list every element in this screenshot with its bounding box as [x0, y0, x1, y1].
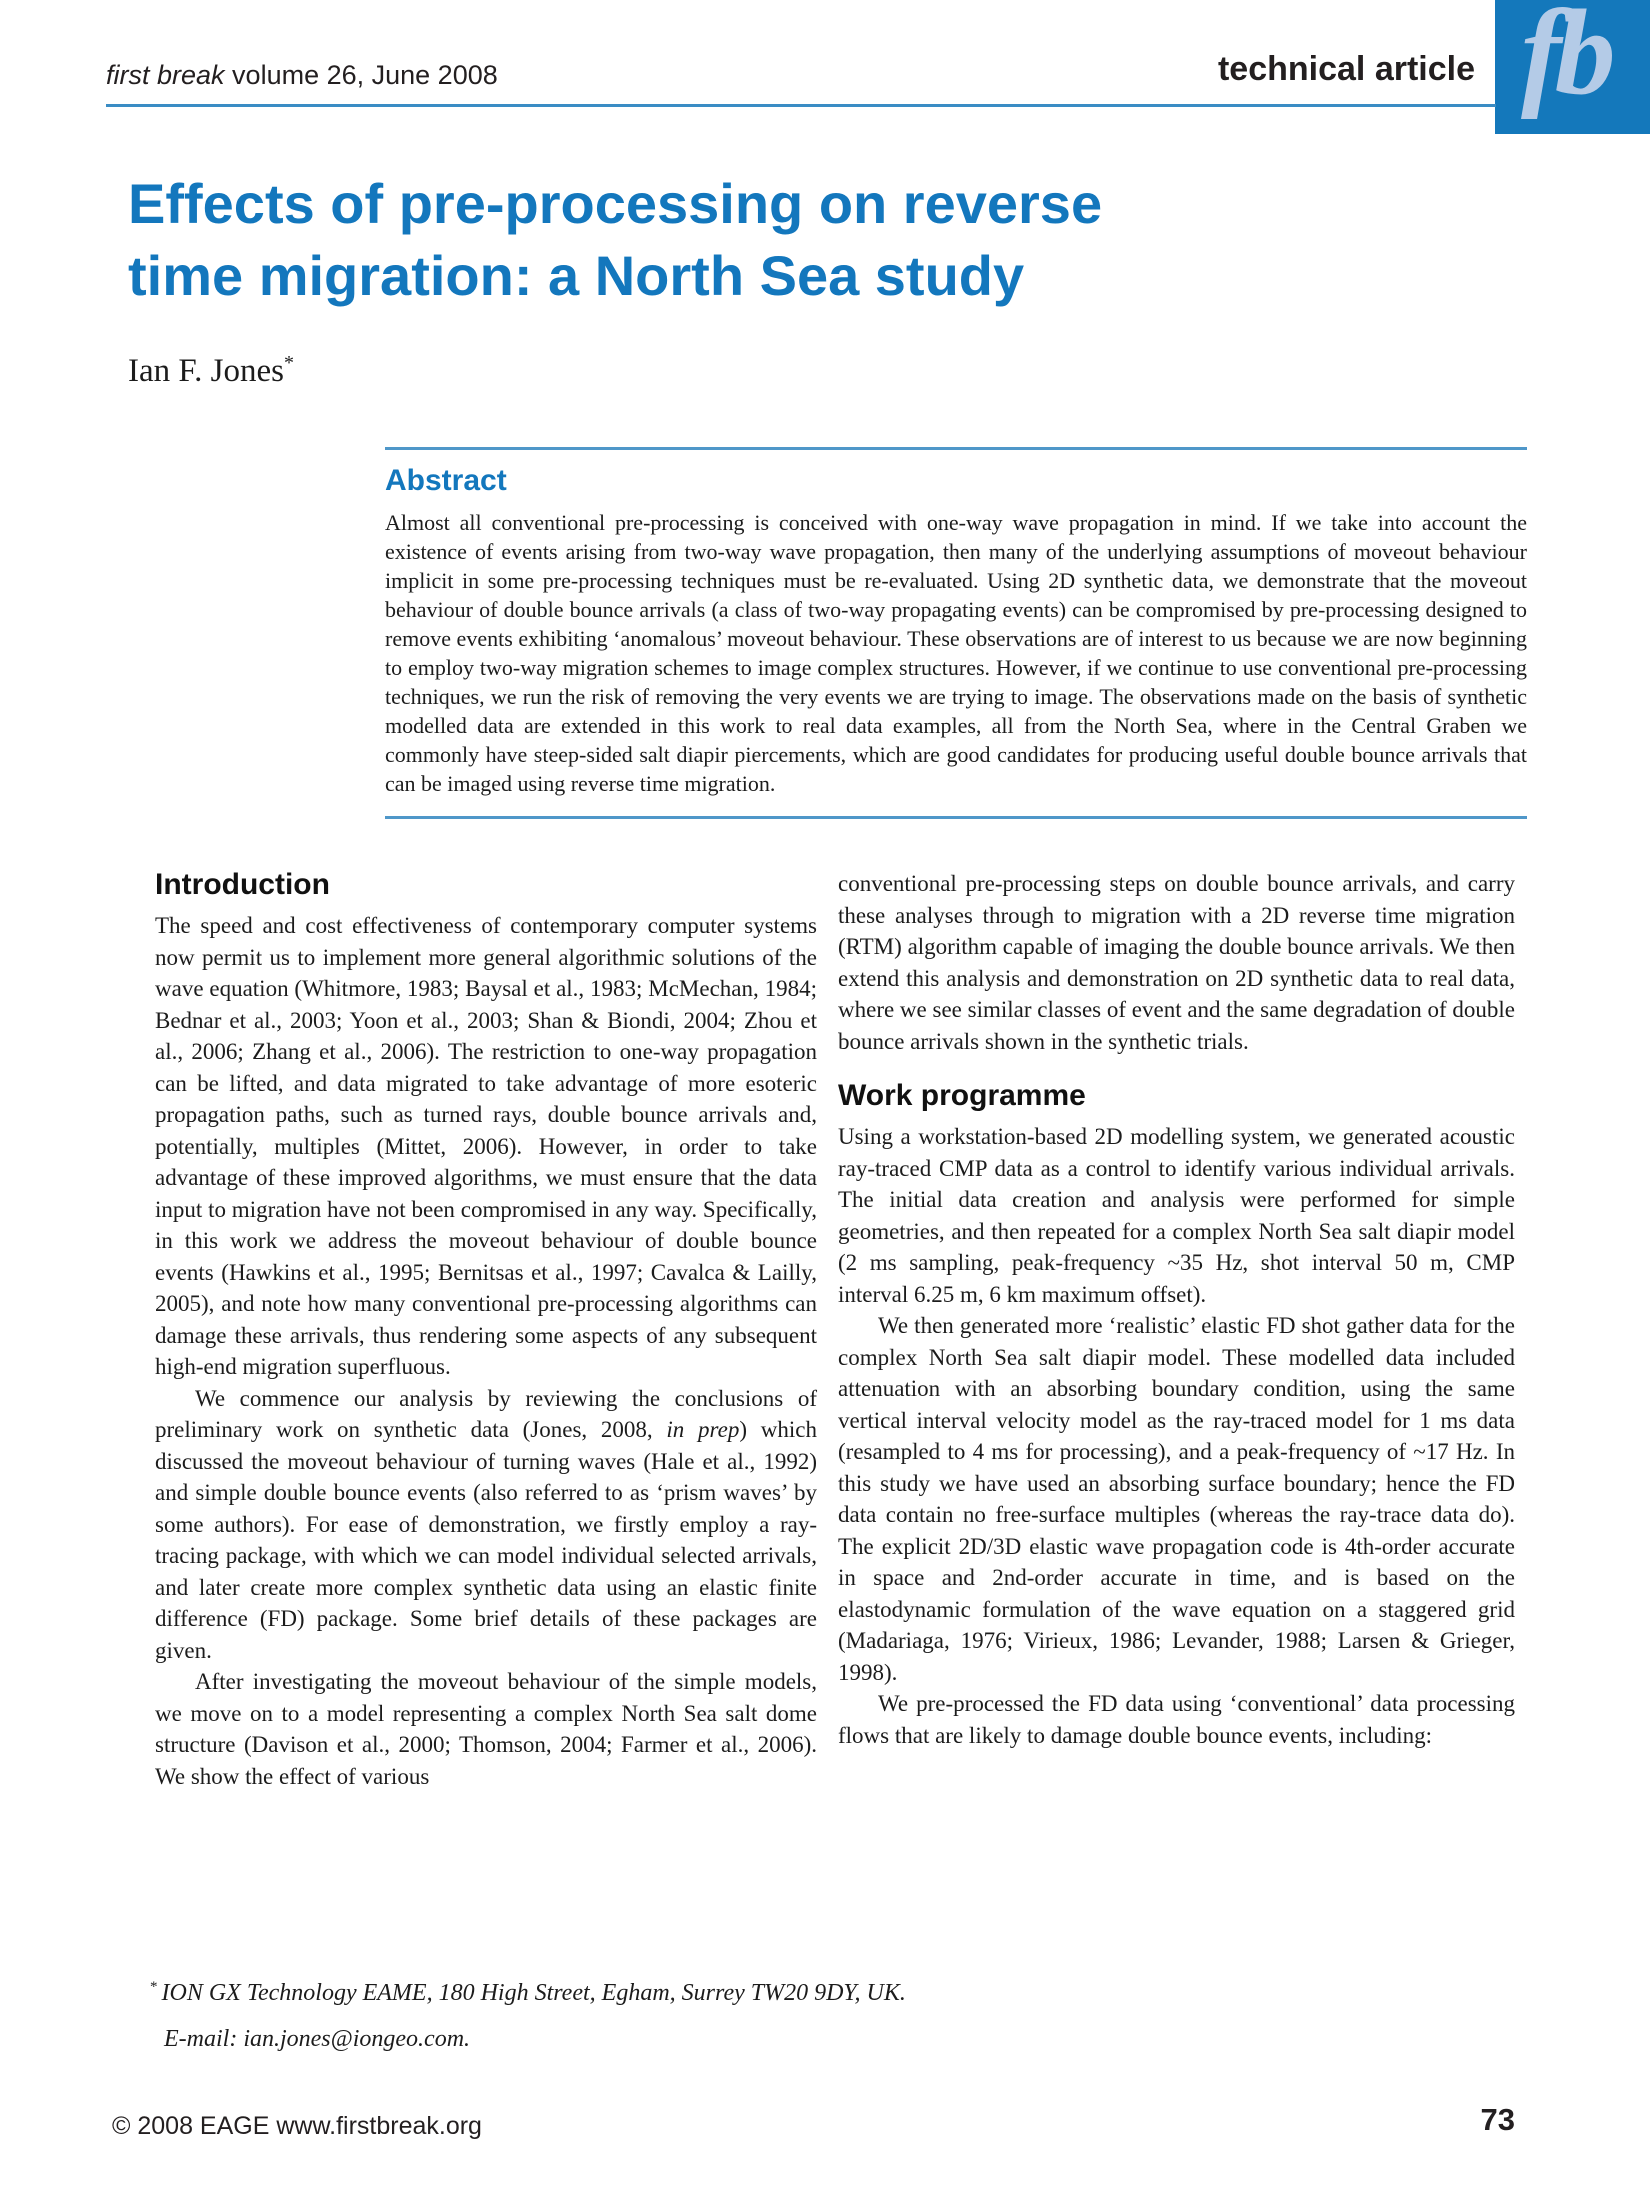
author-footnote: [150, 1964, 1114, 2062]
paragraph-intro-2: [155, 1383, 817, 1667]
paragraph-work-2: We then generated more ‘realistic’ elastic FD shot gather data for the complex North Sea salt diapir model. These modelled data included attenuation with an absorbing boundary condition, using the same vertical interval velocity model as the ray-traced model for 1 ms data (resampled to 4 ms for processing), and a peak-frequency of ~17 Hz. In this study we have used an absorbing surface boundary; hence the FD data contain no free-surface multiples (whereas the ray-trace data do). The explicit 2D/3D elastic wave propagation code is 4th-order accurate in space and 2nd-order accurate in time, and is based on the elastodynamic formulation of the wave equation on a staggered grid (Madariaga, 1976; Virieux, 1986; Levander, 1988; Larsen & Grieger, 1998).: [838, 1313, 1515, 1685]
author-footnote-mark: *: [283, 352, 294, 374]
issue-info: volume 26, June 2008: [224, 60, 498, 90]
paragraph-work-3: We pre-processed the FD data using ‘conventional’ data processing flows that are likely to damage double bounce events, including:: [838, 1691, 1515, 1748]
copyright-text: © 2008 EAGE www.firstbreak.org: [112, 2112, 482, 2140]
abstract-section: [385, 447, 1527, 819]
paragraph-intro-1: The speed and cost effectiveness of contemporary computer systems now permit us to implement more general algorithmic solutions of the wave equation (Whitmore, 1983; Baysal et al., 1983; McMechan, 1984; Bednar et al., 2003; Yoon et al., 2003; Shan & Biondi, 2004; Zhou et al., 2006; Zhang et al., 2006). The restriction to one-way propagation can be lifted, and data migrated to take advantage of more esoteric propagation paths, such as turned rays, double bounce arrivals and, potentially, multiples (Mittet, 2006). However, in order to take advantage of these improved algorithms, we must ensure that the data input to migration have not been compromised in any way. Specifically, in this work we address the moveout behaviour of double bounce events (Hawkins et al., 1995; Bernitsas et al., 1997; Cavalca & Lailly, 2005), and note how many conventional pre-processing algorithms can damage these arrivals, thus rendering some aspects of any subsequent high-end migration superfluous.: [155, 913, 817, 1379]
right-column: [838, 868, 1515, 1751]
section-heading-work-programme: Work programme: [838, 1079, 1086, 1112]
footnote-affiliation-line: [150, 1964, 1114, 2016]
first-break-logo: [1495, 0, 1650, 134]
author-name: Ian F. Jones: [128, 353, 284, 389]
author-line: [128, 352, 294, 390]
fb-logo-glyph: fb: [1521, 0, 1609, 120]
paragraph-work-1: Using a workstation-based 2D modelling system, we generated acoustic ray-traced CMP data as a control to identify various individual arrivals. The initial data creation and analysis were performed for simple geometries, and then repeated for a complex North Sea salt diapir model (2 ms sampling, peak-frequency ~35 Hz, shot interval 50 m, CMP interval 6.25 m, 6 km maximum offset).: [838, 1124, 1515, 1307]
journal-name: first break: [106, 60, 225, 90]
left-column: [155, 868, 817, 1792]
footnote-email: E-mail: ian.jones@iongeo.com.: [164, 2026, 471, 2052]
article-title: [128, 168, 1102, 312]
paragraph-intro-2-post: ) which discussed the moveout behaviour of turning waves (Hale et al., 1992) and simple double bounce events (also referred to as ‘prism waves’ by some authors). For ease of demonstration, we firstly employ a ray-tracing package, with which we can model individual selected arrivals, and later create more complex synthetic data using an elastic finite difference (FD) package. Some brief details of these packages are given.: [155, 1417, 817, 1663]
article-type-label: technical article: [1217, 50, 1475, 88]
section-heading-introduction: Introduction: [155, 868, 330, 901]
abstract-heading: Abstract: [385, 464, 507, 497]
page-number: 73: [1480, 2102, 1515, 2137]
paragraph-intro-3: After investigating the moveout behaviour of the simple models, we move on to a model representing a complex North Sea salt dome structure (Davison et al., 2000; Thomson, 2004; Farmer et al., 2006). We show the effect of various: [155, 1669, 817, 1789]
abstract-text: Almost all conventional pre-processing is conceived with one-way wave propagation in mind. If we take into account the existence of events arising from two-way wave propagation, then many of the underlying assumptions of moveout behaviour implicit in some pre-processing techniques must be re-evaluated. Using 2D synthetic data, we demonstrate that the moveout behaviour of double bounce arrivals (a class of two-way propagating events) can be compromised by pre-processing designed to remove events exhibiting ‘anomalous’ moveout behaviour. These observations are of interest to us because we are now beginning to employ two-way migration schemes to image complex structures. However, if we continue to use conventional pre-processing techniques, we run the risk of removing the very events we are trying to image. The observations made on the basis of synthetic modelled data are extended in this work to real data examples, all from the North Sea, where in the Central Graben we commonly have steep-sided salt diapir piercements, which are good candidates for producing useful double bounce arrivals that can be imaged using reverse time migration.: [385, 510, 1527, 796]
header-divider: [106, 104, 1496, 107]
footnote-mark: *: [150, 1979, 158, 1995]
paragraph-intro-2-italic: in prep: [666, 1417, 740, 1442]
paragraph-intro-2-pre: We commence our analysis by reviewing the conclusions of preliminary work on synthetic data (Jones, 2008,: [155, 1385, 817, 1442]
article-title-line2: time migration: a North Sea study: [128, 244, 1025, 307]
paragraph-continuation: conventional pre-processing steps on double bounce arrivals, and carry these analyses through to migration with a 2D reverse time migration (RTM) algorithm capable of imaging the double bounce arrivals. We then extend this analysis and demonstration on 2D synthetic data to real data, where we see similar classes of event and the same degradation of double bounce arrivals shown in the synthetic trials.: [838, 871, 1515, 1054]
journal-header: [106, 60, 498, 91]
footnote-affiliation: ION GX Technology EAME, 180 High Street, Egham, Surrey TW20 9DY, UK.: [161, 1980, 906, 2006]
article-title-line1: Effects of pre-processing on reverse: [128, 172, 1103, 235]
